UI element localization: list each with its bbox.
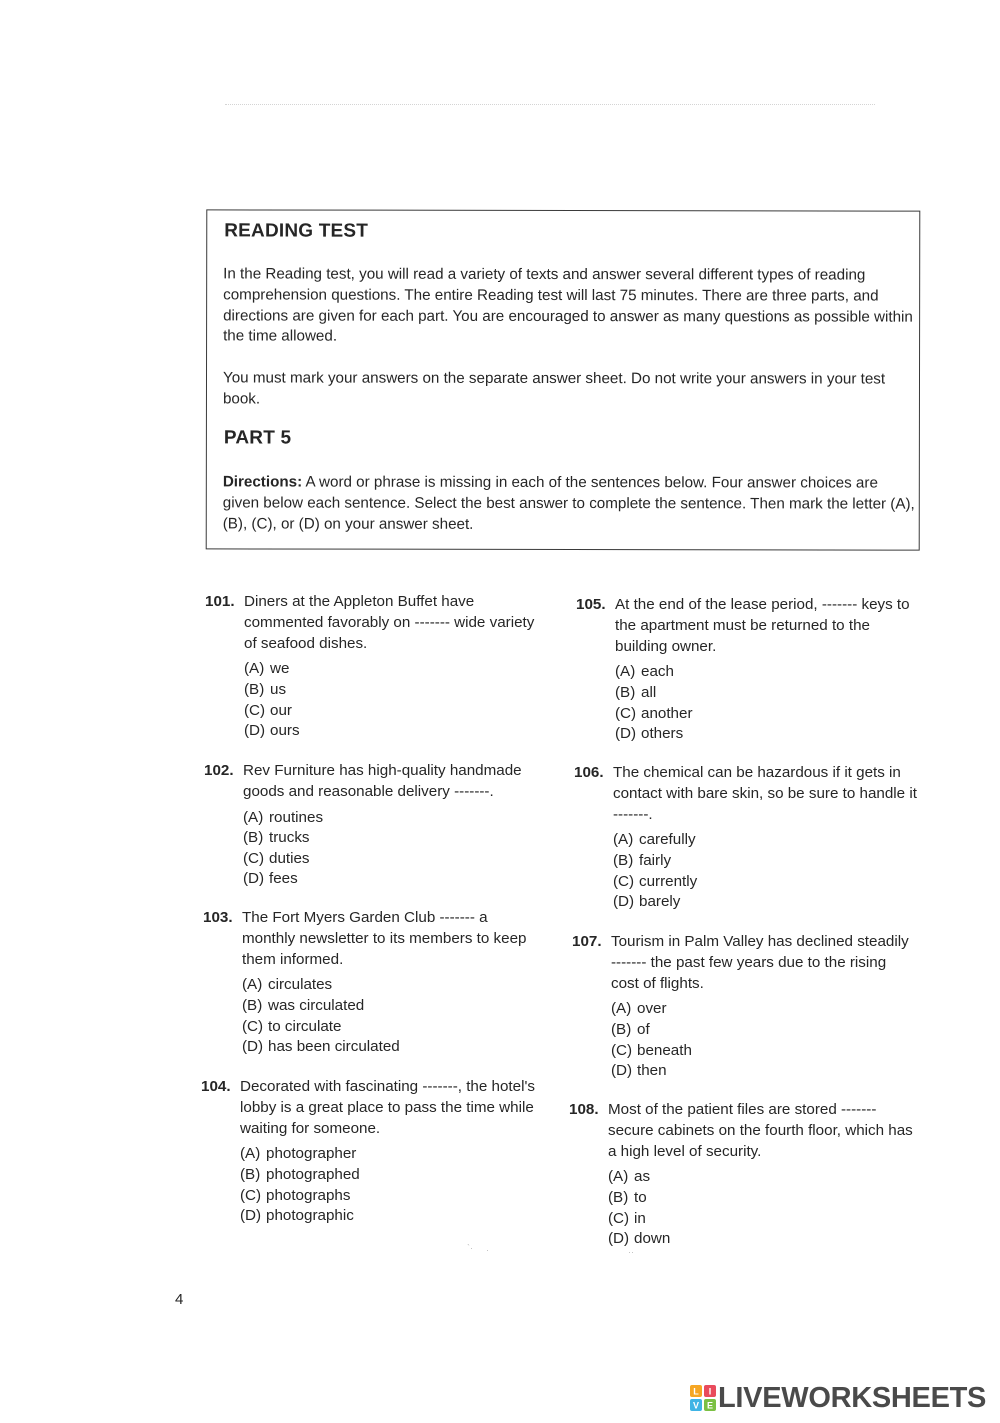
answer-sheet-note: You must mark your answers on the separate answer sheet. Do not write your answers in your test book. <box>222 369 886 408</box>
part-directions <box>223 472 917 536</box>
question-number: 107. <box>572 933 602 950</box>
answer-option[interactable]: (B) photographed <box>240 1165 360 1183</box>
answer-option[interactable]: (A) we <box>244 660 290 678</box>
scan-speck: `· <box>467 1243 473 1253</box>
question-number: 101. <box>205 593 235 610</box>
question-text: Diners at the Appleton Buffet have commented favorably on ------- wide variety of seafood dishes. <box>244 593 535 652</box>
answer-option[interactable]: (B) fairly <box>613 851 672 869</box>
question-number: 108. <box>569 1101 599 1118</box>
directions-text: A word or phrase is missing in each of the sentences below. Four answer choices are given below each sentence. Select the best answer to complete the sentence. Then mark the letter (A), (B), (C), or (D) on your answer sheet. <box>222 473 915 533</box>
question-text: Rev Furniture has high-quality handmade goods and reasonable delivery -------. <box>243 762 522 800</box>
answer-option[interactable]: (D) ours <box>244 722 300 740</box>
answer-option[interactable]: (B) trucks <box>243 829 310 847</box>
question-text: Decorated with fascinating -------, the hotel's lobby is a great place to pass the time while waiting for someone. <box>240 1078 535 1137</box>
answer-option[interactable]: (C) photographs <box>240 1186 351 1204</box>
scan-speck: ·· <box>628 1247 634 1257</box>
answer-option[interactable]: (C) currently <box>613 872 698 890</box>
reading-test-intro: In the Reading test, you will read a variety of texts and answer several different types of reading comprehension questions. The entire Reading test will last 75 minutes. There are three parts, and directions are given for each part. You are encouraged to answer as many questions as possible within the time allowed. <box>223 265 913 345</box>
question-text: Tourism in Palm Valley has declined steadily ------- the past few years due to the rising cost of flights. <box>611 933 909 992</box>
answer-option[interactable]: (D) down <box>608 1230 671 1248</box>
svg-text:V: V <box>692 1400 700 1411</box>
answer-option[interactable]: (A) as <box>608 1168 651 1186</box>
answer-option[interactable]: (D) barely <box>613 893 681 911</box>
liveworksheets-brand[interactable] <box>690 1384 986 1412</box>
question-text: Most of the patient files are stored ------- secure cabinets on the fourth floor, which has a high level of security. <box>608 1101 913 1160</box>
question-106 <box>574 763 919 913</box>
answer-option[interactable]: (D) fees <box>243 870 298 888</box>
question-text: The chemical can be hazardous if it gets in contact with bare skin, so be sure to handle it -------. <box>613 764 917 823</box>
answer-option[interactable]: (C) in <box>608 1209 646 1227</box>
svg-text:I: I <box>708 1386 712 1397</box>
scan-artifact-line <box>225 104 875 105</box>
page-number: 4 <box>175 1291 184 1308</box>
answer-option[interactable]: (B) all <box>615 683 657 701</box>
answer-option[interactable]: (A) circulates <box>242 976 333 994</box>
part-title: PART 5 <box>223 427 292 449</box>
answer-option[interactable]: (A) each <box>615 663 674 681</box>
answer-option[interactable]: (C) our <box>244 701 292 719</box>
question-108 <box>569 1100 918 1250</box>
answer-option[interactable]: (A) routines <box>243 808 324 826</box>
question-102 <box>204 761 543 890</box>
answer-option[interactable]: (A) over <box>611 1000 667 1018</box>
directions-label: Directions: <box>222 473 303 491</box>
answer-option[interactable]: (B) was circulated <box>242 996 365 1014</box>
question-103 <box>203 908 542 1058</box>
reading-test-title: READING TEST <box>224 220 369 242</box>
answer-option[interactable]: (D) others <box>615 725 684 743</box>
answer-option[interactable]: (B) to <box>608 1188 647 1206</box>
answer-option[interactable]: (A) photographer <box>240 1145 357 1163</box>
scan-speck: · <box>486 1245 489 1255</box>
answer-option[interactable]: (C) to circulate <box>242 1017 342 1035</box>
svg-text:E: E <box>706 1400 714 1411</box>
answer-option[interactable]: (D) has been circulated <box>242 1038 400 1056</box>
question-104 <box>201 1077 540 1227</box>
answer-option[interactable]: (B) us <box>244 680 287 698</box>
question-105 <box>576 595 915 745</box>
question-number: 102. <box>204 762 234 779</box>
answer-option[interactable]: (C) beneath <box>611 1041 692 1059</box>
reading-test-instructions-box <box>206 209 921 550</box>
question-number: 106. <box>574 764 604 781</box>
answer-option[interactable]: (D) photographic <box>240 1207 354 1225</box>
svg-text:L: L <box>693 1386 699 1397</box>
question-107 <box>572 932 911 1082</box>
brand-name: LIVEWORKSHEETS <box>718 1382 987 1414</box>
question-number: 103. <box>203 909 233 926</box>
answer-option[interactable]: (A) carefully <box>613 831 696 849</box>
question-number: 105. <box>576 596 606 613</box>
answer-option[interactable]: (B) of <box>611 1020 650 1038</box>
answer-option[interactable]: (D) then <box>611 1062 667 1080</box>
liveworksheets-logo-icon <box>690 1385 716 1411</box>
question-text: The Fort Myers Garden Club ------- a monthly newsletter to its members to keep them informed. <box>242 909 527 968</box>
answer-option[interactable]: (C) duties <box>243 849 310 867</box>
question-101 <box>205 592 544 742</box>
answer-option[interactable]: (C) another <box>615 704 693 722</box>
question-number: 104. <box>201 1078 231 1095</box>
question-text: At the end of the lease period, ------- keys to the apartment must be returned to the building owner. <box>615 596 910 655</box>
